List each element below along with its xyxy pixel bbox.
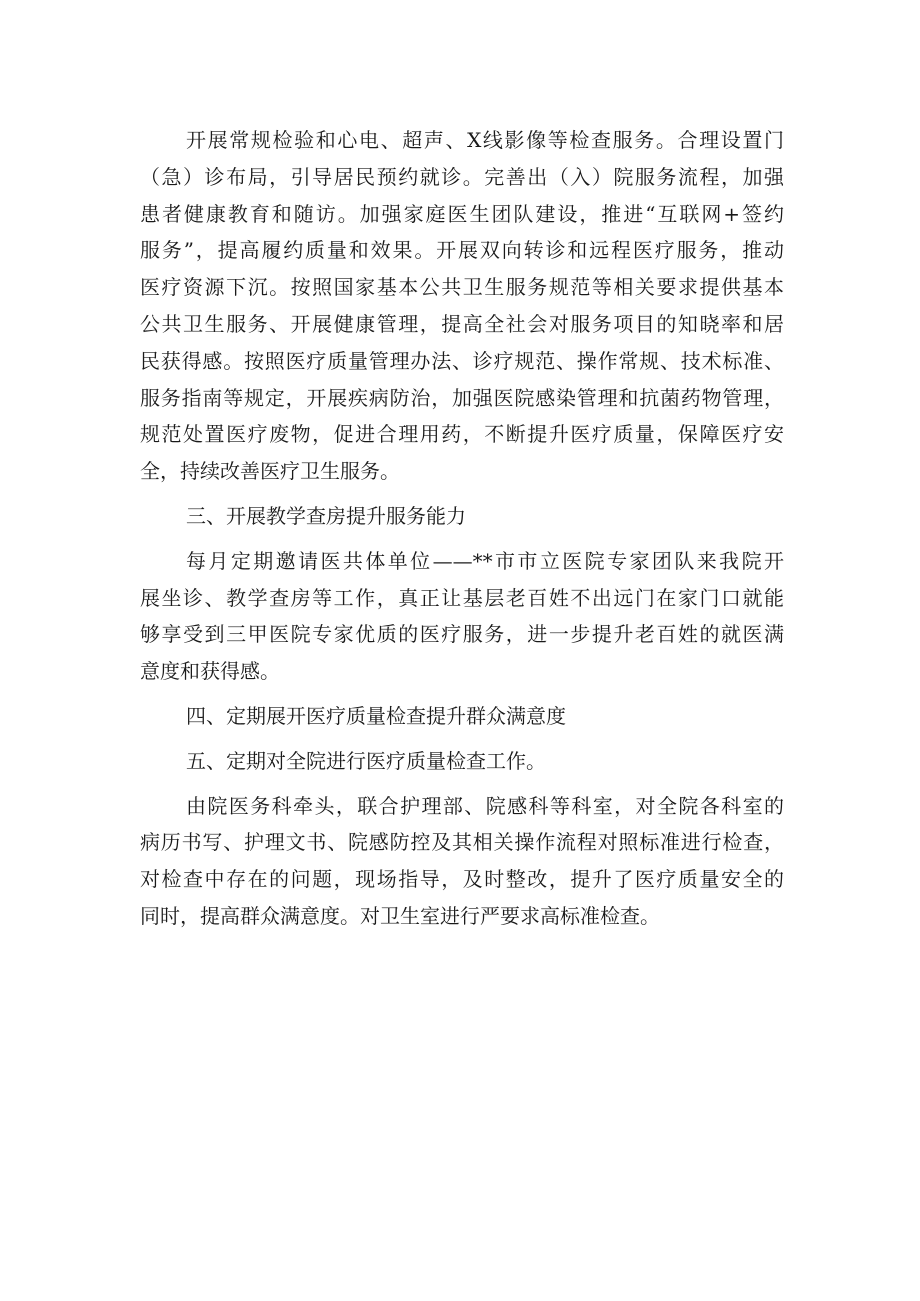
heading-line: 五、定期对全院进行医疗质量检查工作。 <box>186 748 546 773</box>
text-line: 服务”，提高履约质量和效果。开展双向转诊和远程医疗服务，推动 <box>140 238 784 263</box>
text-line: 医疗资源下沉。按照国家基本公共卫生服务规范等相关要求提供基本 <box>140 275 784 300</box>
heading-line: 四、定期展开医疗质量检查提升群众满意度 <box>186 703 566 728</box>
spacer <box>140 535 784 543</box>
text-line: 够享受到三甲医院专家优质的医疗服务，进一步提升老百姓的就医满 <box>140 622 784 647</box>
text-line: 意度和获得感。 <box>140 659 280 684</box>
spacer <box>140 735 784 743</box>
spacer <box>140 690 784 698</box>
text-line: 全，持续改善医疗卫生服务。 <box>140 459 400 484</box>
text-line: 服务指南等规定，开展疾病防治，加强医院感染管理和抗菌药物管理， <box>140 385 784 410</box>
text-line: 开展常规检验和心电、超声、X线影像等检查服务。合理设置门 <box>186 128 784 152</box>
document-body <box>140 122 784 935</box>
text-line: 展坐诊、教学查房等工作，真正让基层老百姓不出远门在家门口就能 <box>140 585 784 610</box>
paragraph-services <box>140 122 784 490</box>
text-line: 民获得感。按照医疗质量管理办法、诊疗规范、操作常规、技术标准、 <box>140 348 784 373</box>
text-line: 同时，提高群众满意度。对卫生室进行严要求高标准检查。 <box>140 903 660 928</box>
paragraph-teaching-rounds <box>140 543 784 690</box>
text-line: 对检查中存在的问题，现场指导，及时整改，提升了医疗质量安全的 <box>140 867 784 892</box>
section-heading-5 <box>140 743 784 780</box>
spacer <box>140 490 784 498</box>
text-line: 每月定期邀请医共体单位——**市市立医院专家团队来我院开 <box>186 548 784 573</box>
section-heading-3 <box>140 498 784 535</box>
text-line: 患者健康教育和随访。加强家庭医生团队建设，推进“互联网+签约 <box>140 201 784 226</box>
section-heading-4 <box>140 698 784 735</box>
text-line: （急）诊布局，引导居民预约就诊。完善出（入）院服务流程，加强 <box>140 164 784 189</box>
text-line: 规范处置医疗废物，促进合理用药，不断提升医疗质量，保障医疗安 <box>140 422 784 447</box>
text-line: 公共卫生服务、开展健康管理，提高全社会对服务项目的知晓率和居 <box>140 311 784 336</box>
heading-line: 三、开展教学查房提升服务能力 <box>186 503 466 528</box>
text-line: 病历书写、护理文书、院感防控及其相关操作流程对照标准进行检查， <box>140 830 784 855</box>
text-line: 由院医务科牵头，联合护理部、院感科等科室，对全院各科室的 <box>186 793 784 818</box>
spacer <box>140 780 784 788</box>
paragraph-quality-inspection <box>140 788 784 935</box>
